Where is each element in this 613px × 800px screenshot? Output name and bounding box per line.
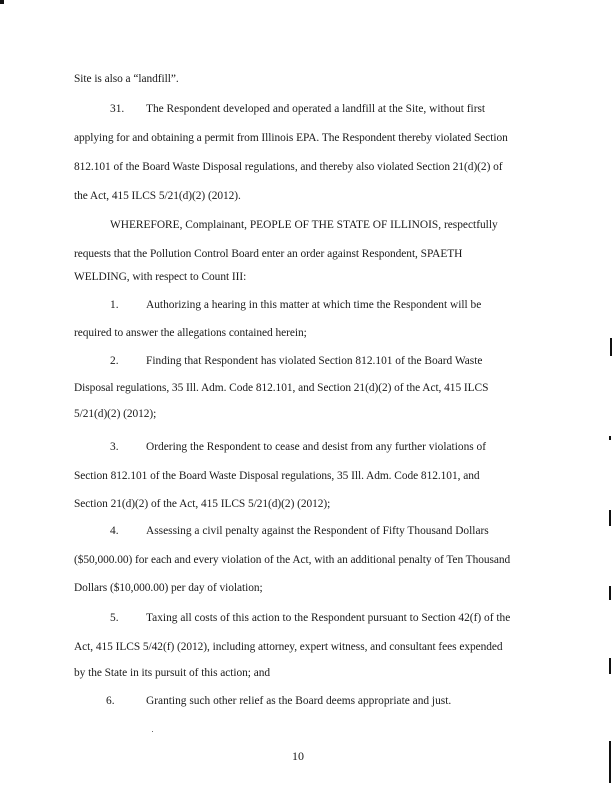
text-line: Act, 415 ILCS 5/42(f) (2012), including attorney, expert witness, and consultant fees expended xyxy=(74,641,503,653)
scan-mark-right xyxy=(609,586,611,600)
text-line: ($50,000.00) for each and every violation of the Act, with an additional penalty of Ten Thousand xyxy=(74,554,511,566)
item-number: 3. xyxy=(110,441,119,453)
text-line: requests that the Pollution Control Board enter an order against Respondent, SPAETH xyxy=(74,248,463,260)
text-line: applying for and obtaining a permit from Illinois EPA. The Respondent thereby violated Section xyxy=(74,132,508,144)
item-number: 6. xyxy=(106,695,115,707)
scan-mark-top-left xyxy=(0,0,4,4)
text-line: the Act, 415 ILCS 5/21(d)(2) (2012). xyxy=(74,190,241,202)
text-line: 812.101 of the Board Waste Disposal regulations, and thereby also violated Section 21(d)(2) of xyxy=(74,161,503,173)
item-number: 5. xyxy=(110,612,119,624)
text-line: Dollars ($10,000.00) per day of violation; xyxy=(74,582,263,594)
scan-mark-right xyxy=(609,510,611,526)
item-number: 2. xyxy=(110,355,119,367)
item-text: Authorizing a hearing in this matter at which time the Respondent will be xyxy=(146,299,482,311)
item-text: Finding that Respondent has violated Section 812.101 of the Board Waste xyxy=(146,355,483,367)
scan-mark-right xyxy=(609,741,611,783)
text-line: Section 812.101 of the Board Waste Disposal regulations, 35 Ill. Adm. Code 812.101, and xyxy=(74,470,480,482)
text-line: WELDING, with respect to Count III: xyxy=(74,271,247,283)
paragraph-text: The Respondent developed and operated a landfill at the Site, without first xyxy=(146,103,486,115)
page-number: 10 xyxy=(292,749,304,763)
text-line: by the State in its pursuit of this action; and xyxy=(74,667,271,679)
item-text: Assessing a civil penalty against the Respondent of Fifty Thousand Dollars xyxy=(146,525,489,537)
item-text: Granting such other relief as the Board deems appropriate and just. xyxy=(146,695,452,707)
text-line: Section 21(d)(2) of the Act, 415 ILCS 5/21(d)(2) (2012); xyxy=(74,498,331,510)
text-line: required to answer the allegations contained herein; xyxy=(74,327,307,339)
scan-speck xyxy=(152,731,153,732)
item-text: Taxing all costs of this action to the Respondent pursuant to Section 42(f) of the xyxy=(146,612,511,624)
scan-mark-right xyxy=(609,658,611,674)
scan-mark-right xyxy=(610,338,612,356)
scan-mark-right xyxy=(609,436,611,440)
text-line: Site is also a “landfill”. xyxy=(74,73,179,85)
text-line: Disposal regulations, 35 Ill. Adm. Code 812.101, and Section 21(d)(2) of the Act, 415 ILCS xyxy=(74,382,489,394)
paragraph-number: 31. xyxy=(110,103,125,115)
item-number: 1. xyxy=(110,299,119,311)
wherefore-clause: WHEREFORE, Complainant, PEOPLE OF THE STATE OF ILLINOIS, respectfully xyxy=(110,219,498,231)
item-text: Ordering the Respondent to cease and desist from any further violations of xyxy=(146,441,487,453)
item-number: 4. xyxy=(110,525,119,537)
text-line: 5/21(d)(2) (2012); xyxy=(74,408,157,420)
